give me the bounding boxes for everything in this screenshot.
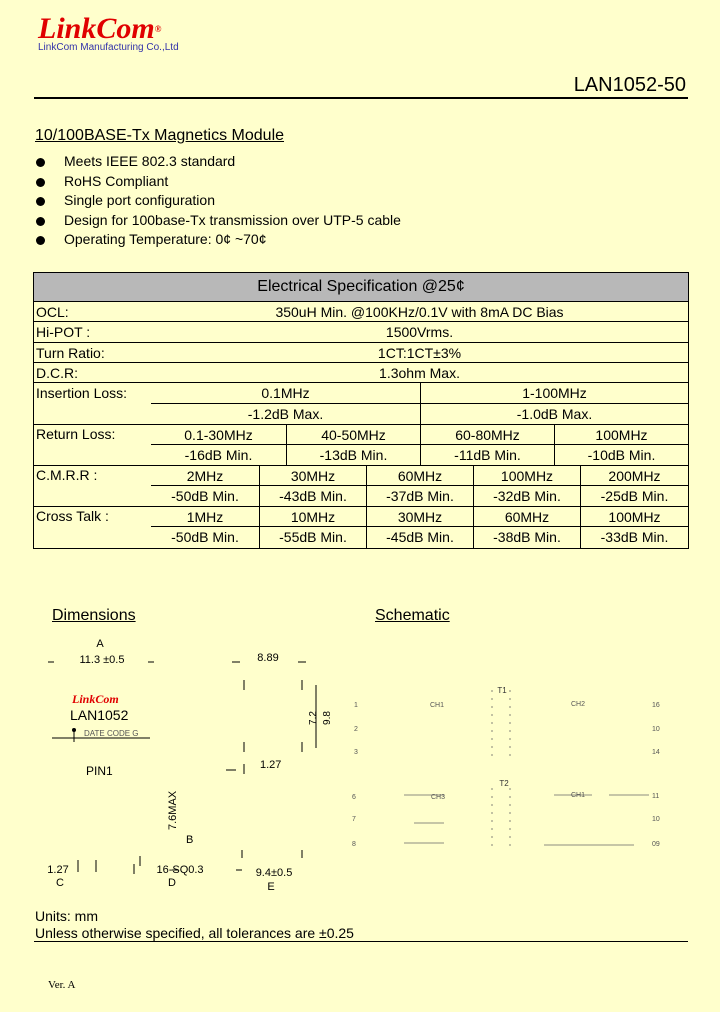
dim-e-label: E bbox=[267, 881, 275, 893]
dim-c-value: 1.27 bbox=[47, 864, 69, 876]
cmrr-freq: 60MHz bbox=[397, 468, 443, 484]
crosstalk-value: -33dB Min. bbox=[600, 529, 669, 545]
dim-e-value: 9.4±0.5 bbox=[255, 867, 293, 879]
pin-left: 2 bbox=[354, 726, 358, 733]
crosstalk-freq: 100MHz bbox=[608, 509, 661, 525]
pin-right: 10 bbox=[652, 726, 660, 733]
body-logo: LinkCom bbox=[72, 692, 119, 706]
crosstalk-value: -50dB Min. bbox=[171, 529, 239, 545]
tolerance-note: Unless otherwise specified, all tolerances are ±0.25 bbox=[35, 925, 354, 941]
dim-top-width: 8.89 bbox=[257, 652, 279, 664]
spec-table-title: Electrical Specification @25¢ bbox=[34, 273, 688, 302]
row-divider bbox=[34, 465, 688, 466]
header-divider bbox=[34, 97, 688, 99]
pin-right: 09 bbox=[652, 841, 660, 848]
bullet-icon bbox=[36, 178, 45, 187]
return-loss-label: Return Loss: bbox=[36, 426, 116, 442]
dimensions-drawing bbox=[40, 630, 360, 900]
t2-label: T2 bbox=[499, 779, 509, 788]
crosstalk-value: -55dB Min. bbox=[279, 529, 347, 545]
feature-item: Operating Temperature: 0¢ ~70¢ bbox=[36, 230, 401, 250]
pin1-label: PIN1 bbox=[86, 764, 113, 778]
return-loss-value: -16dB Min. bbox=[184, 447, 253, 463]
pin-right: 14 bbox=[652, 749, 660, 756]
footer-notes bbox=[35, 908, 354, 942]
return-loss-freq: 100MHz bbox=[595, 427, 648, 443]
row-divider bbox=[34, 342, 688, 343]
hipot-value: 1500Vrms. bbox=[385, 324, 454, 340]
return-loss-freq: 40-50MHz bbox=[321, 427, 386, 443]
cmrr-value: -37dB Min. bbox=[386, 488, 454, 504]
dim-height-98: 9.8 bbox=[322, 711, 333, 725]
cmrr-value: -43dB Min. bbox=[279, 488, 347, 504]
footer-divider bbox=[34, 941, 688, 942]
ch1-top-label: CH1 bbox=[429, 702, 445, 709]
dim-b-label: B bbox=[186, 834, 194, 846]
company-name: LinkCom Manufacturing Co.,Ltd bbox=[38, 42, 179, 53]
row-divider bbox=[34, 362, 688, 363]
crosstalk-value: -45dB Min. bbox=[386, 529, 454, 545]
schematic-drawing bbox=[344, 680, 688, 860]
pin-left: 6 bbox=[352, 794, 356, 801]
dcr-label: D.C.R: bbox=[36, 365, 78, 381]
row-divider bbox=[151, 485, 688, 486]
ch1-bottom-label: CH1 bbox=[570, 792, 586, 799]
insertion-loss-freq: 0.1MHz bbox=[261, 385, 310, 401]
cmrr-value: -25dB Min. bbox=[600, 488, 669, 504]
hipot-label: Hi-POT : bbox=[36, 324, 91, 340]
ocl-label: OCL: bbox=[36, 304, 69, 320]
electrical-spec-table bbox=[33, 272, 689, 549]
return-loss-freq: 0.1-30MHz bbox=[184, 427, 253, 443]
row-divider bbox=[34, 506, 688, 507]
feature-item: RoHS Compliant bbox=[36, 172, 401, 192]
cmrr-freq: 30MHz bbox=[290, 468, 336, 484]
pin-left: 7 bbox=[352, 816, 356, 823]
dim-c-label: C bbox=[56, 877, 64, 889]
cmrr-label: C.M.R.R : bbox=[36, 467, 98, 483]
cmrr-freq: 200MHz bbox=[608, 468, 661, 484]
crosstalk-freq: 10MHz bbox=[290, 509, 336, 525]
ch2-label: CH2 bbox=[570, 701, 586, 708]
dim-height-72: 7.2 bbox=[308, 711, 319, 725]
return-loss-value: -13dB Min. bbox=[319, 447, 388, 463]
row-divider bbox=[151, 526, 688, 527]
feature-item: Meets IEEE 802.3 standard bbox=[36, 152, 401, 172]
dim-a-value: 11.3 ±0.5 bbox=[79, 654, 125, 666]
body-part-number: LAN1052 bbox=[70, 707, 129, 723]
crosstalk-freq: 30MHz bbox=[397, 509, 443, 525]
dimensions-title: Dimensions bbox=[52, 607, 136, 624]
turn-ratio-label: Turn Ratio: bbox=[36, 345, 105, 361]
row-divider bbox=[34, 321, 688, 322]
version-label: Ver. A bbox=[48, 979, 76, 991]
crosstalk-value: -38dB Min. bbox=[493, 529, 561, 545]
dim-a-label: A bbox=[96, 638, 104, 650]
insertion-loss-freq: 1-100MHz bbox=[522, 385, 587, 401]
turn-ratio-value: 1CT:1CT±3% bbox=[377, 345, 462, 361]
bullet-icon bbox=[36, 217, 45, 226]
registered-mark: ® bbox=[154, 24, 162, 34]
feature-item: Single port configuration bbox=[36, 191, 401, 211]
bullet-icon bbox=[36, 158, 45, 167]
cmrr-value: -32dB Min. bbox=[493, 488, 561, 504]
cmrr-freq: 100MHz bbox=[500, 468, 554, 484]
body-date-code: DATE CODE G bbox=[84, 729, 139, 738]
feature-item: Design for 100base-Tx transmission over UTP-5 cable bbox=[36, 211, 401, 231]
return-loss-freq: 60-80MHz bbox=[455, 427, 520, 443]
bullet-icon bbox=[36, 236, 45, 245]
dim-b-value: 7.6MAX bbox=[167, 790, 179, 830]
pin-left: 1 bbox=[354, 702, 358, 709]
crosstalk-freq: 60MHz bbox=[504, 509, 550, 525]
t1-label: T1 bbox=[497, 686, 507, 695]
units-note: Units: mm bbox=[35, 908, 98, 924]
part-number: LAN1052-50 bbox=[573, 74, 686, 96]
row-divider bbox=[34, 424, 688, 425]
dim-d-value: 16-SQ0.3 bbox=[156, 864, 204, 876]
pin-right: 11 bbox=[652, 793, 660, 800]
row-divider bbox=[34, 382, 688, 383]
dim-pitch: 1.27 bbox=[260, 759, 282, 771]
dcr-value: 1.3ohm Max. bbox=[379, 365, 460, 381]
cmrr-value: -50dB Min. bbox=[171, 488, 239, 504]
return-loss-value: -11dB Min. bbox=[454, 447, 521, 463]
pin1-dot bbox=[72, 728, 76, 732]
company-logo: LinkCom® bbox=[38, 12, 162, 45]
feature-list bbox=[36, 152, 401, 250]
cmrr-freq: 2MHz bbox=[186, 468, 224, 484]
product-title: 10/100BASE-Tx Magnetics Module bbox=[35, 127, 285, 144]
insertion-loss-label: Insertion Loss: bbox=[36, 385, 128, 401]
bullet-icon bbox=[36, 197, 45, 206]
insertion-loss-value: -1.2dB Max. bbox=[247, 406, 324, 422]
dim-d-label: D bbox=[168, 877, 176, 889]
pin-right: 10 bbox=[652, 816, 660, 823]
crosstalk-label: Cross Talk : bbox=[36, 508, 109, 524]
return-loss-value: -10dB Min. bbox=[587, 447, 656, 463]
pin-right: 16 bbox=[652, 702, 660, 709]
crosstalk-freq: 1MHz bbox=[186, 509, 224, 525]
pin-left: 8 bbox=[352, 841, 356, 848]
pin-left: 3 bbox=[354, 749, 358, 756]
schematic-title: Schematic bbox=[375, 607, 450, 624]
ch3-label: CH3 bbox=[430, 794, 446, 801]
ocl-value: 350uH Min. @100KHz/0.1V with 8mA DC Bias bbox=[275, 304, 564, 320]
insertion-loss-value: -1.0dB Max. bbox=[516, 406, 593, 422]
